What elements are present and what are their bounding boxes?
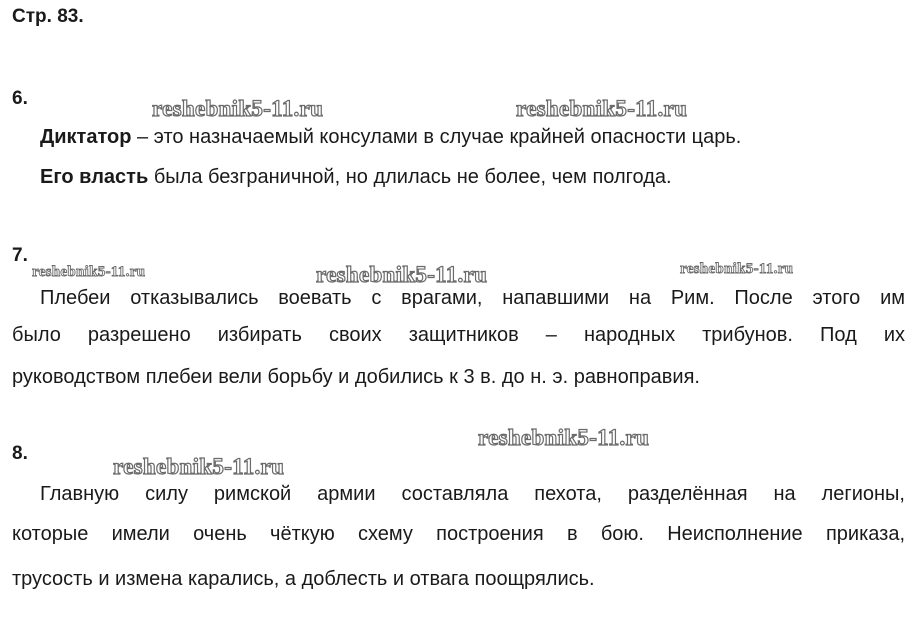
term-power: Его власть (40, 166, 149, 188)
definition-text: была безграничной, но длилась не более, чем полгода. (148, 166, 672, 188)
page-title: Стр. 83. (12, 6, 84, 27)
task-8-line-2: которые имели очень чёткую схему построения в бою. Неисполнение приказа, (12, 523, 905, 545)
watermark: reshebnik5-11.ru (316, 262, 488, 287)
watermark: reshebnik5-11.ru (32, 264, 146, 280)
task-7-line-3: руководством плебеи вели борьбу и добились к 3 в. до н. э. равноправия. (12, 366, 700, 388)
watermark: reshebnik5-11.ru (113, 454, 285, 479)
watermark: reshebnik5-11.ru (516, 96, 688, 121)
task-8-line-3: трусость и измена карались, а доблесть и отвага поощрялись. (12, 568, 595, 590)
task-6-number: 6. (12, 88, 28, 109)
task-7-line-2: было разрешено избирать своих защитников – народных трибунов. Под их (12, 324, 905, 346)
definition-text: – это назначаемый консулами в случае крайней опасности царь. (131, 126, 742, 148)
task-6-line-2 (40, 165, 672, 189)
task-6-line-1 (40, 125, 741, 149)
watermark: reshebnik5-11.ru (478, 425, 650, 450)
term-dictator: Диктатор (40, 126, 132, 148)
task-7-number: 7. (12, 245, 28, 266)
task-8-line-1: Главную силу римской армии составляла пехота, разделённая на легионы, (40, 483, 905, 505)
task-7-line-1: Плебеи отказывались воевать с врагами, напавшими на Рим. После этого им (40, 287, 905, 309)
task-8-number: 8. (12, 443, 28, 464)
watermark: reshebnik5-11.ru (680, 261, 794, 277)
watermark: reshebnik5-11.ru (152, 96, 324, 121)
